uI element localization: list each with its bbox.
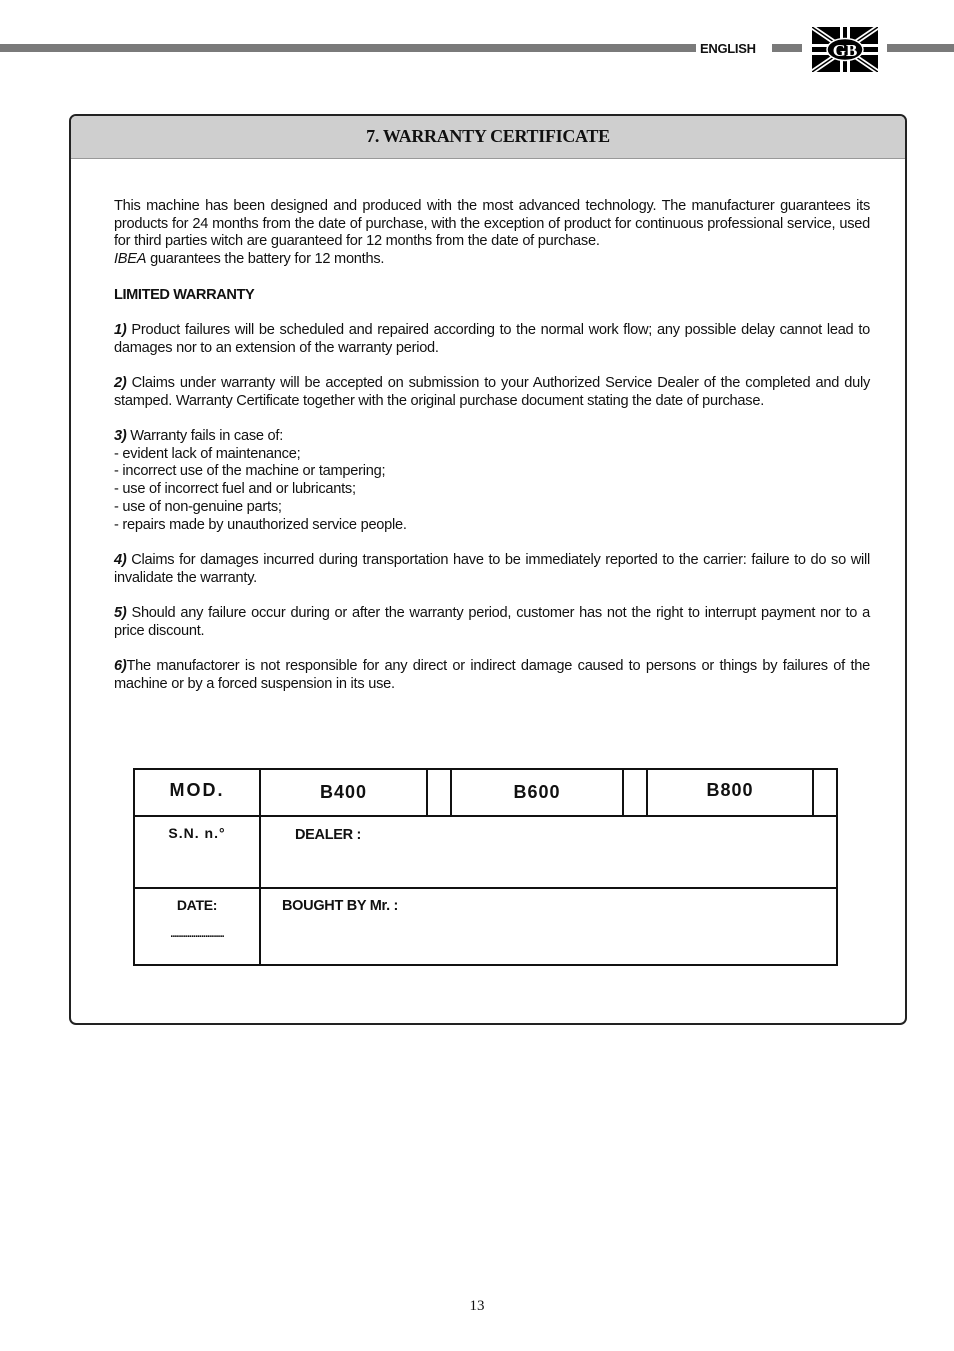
fail-case: - use of non-genuine parts; <box>114 498 282 515</box>
warranty-item-5: 5) Should any failure occur during or after the warranty period, customer has not the right to interrupt payment nor to a price discount. <box>114 605 870 639</box>
dealer-field[interactable] <box>395 820 825 880</box>
model-b400-checkbox[interactable] <box>428 770 450 815</box>
serial-number-label: S.N. n.° <box>168 825 226 841</box>
bought-by-label: BOUGHT BY Mr. : <box>282 898 399 914</box>
warranty-item-6: 6)The manufactorer is not responsible for any direct or indirect damage caused to persons or things by failures of the machine or by a forced suspension in its use. <box>114 658 870 692</box>
date-field[interactable]: .......................... <box>170 928 224 940</box>
fail-case: - evident lack of maintenance; <box>114 445 301 462</box>
warranty-item-2: 2) Claims under warranty will be accepted on submission to your Authorized Service Dealer of the completed and duly stamped. Warranty Certificate together with the original purchase document stating the date of purchase. <box>114 374 870 409</box>
warranty-item-4: 4) Claims for damages incurred during transportation have to be immediately reported to the carrier: failure to do so will invalidate the warranty. <box>114 551 870 586</box>
model-b800-checkbox[interactable] <box>814 770 836 815</box>
bought-by-field[interactable] <box>425 892 825 958</box>
battery-brand: IBEA <box>114 251 147 268</box>
date-label: DATE: <box>176 897 218 913</box>
form-divider <box>135 887 836 889</box>
intro-paragraph <box>114 198 870 269</box>
fail-case: - incorrect use of the machine or tampering; <box>114 463 386 480</box>
header-rule-left <box>0 44 696 52</box>
section-title: 7. WARRANTY CERTIFICATE <box>71 116 905 159</box>
fail-case: - repairs made by unauthorized service people. <box>114 516 407 533</box>
flag-label: GB <box>832 41 858 60</box>
model-b600: B600 <box>513 782 561 802</box>
registration-form <box>133 768 838 966</box>
warranty-item-1: 1) Product failures will be scheduled and repaired according to the normal work flow; any possible delay cannot lead to damages nor to an extension of the warranty period. <box>114 321 870 356</box>
battery-text: guarantees the battery for 12 months. <box>146 251 385 268</box>
warranty-certificate-box <box>69 114 907 1025</box>
warranty-text <box>114 198 870 711</box>
dealer-label: DEALER : <box>295 827 362 843</box>
language-label: ENGLISH <box>700 41 756 56</box>
header-rule-middle <box>772 44 802 52</box>
intro-text: This machine has been designed and produced with the most advanced technology. The manufacturer guarantees its products for 24 months from the date of purchase, with the exception of product for continuous professional service, used for third parties witch are guaranteed for 12 months from the date of purchase. <box>114 198 870 250</box>
mod-label: MOD. <box>169 780 225 800</box>
gb-flag-icon <box>812 27 878 72</box>
model-b400: B400 <box>319 782 368 802</box>
page-number: 13 <box>469 1298 485 1314</box>
warranty-item-3: 3) Warranty fails in case of: - evident lack of maintenance; - incorrect use of the machine or tampering; - use of incorrect fuel and or lubricants; - use of non-genuine parts; - repairs made by unauthorized service people. <box>114 428 407 533</box>
fail-case: - use of incorrect fuel and or lubricants; <box>114 481 356 498</box>
header-rule-right <box>887 44 954 52</box>
form-divider <box>135 815 836 817</box>
model-b800: B800 <box>706 780 754 800</box>
model-b600-checkbox[interactable] <box>624 770 646 815</box>
limited-warranty-heading: LIMITED WARRANTY <box>114 286 255 303</box>
